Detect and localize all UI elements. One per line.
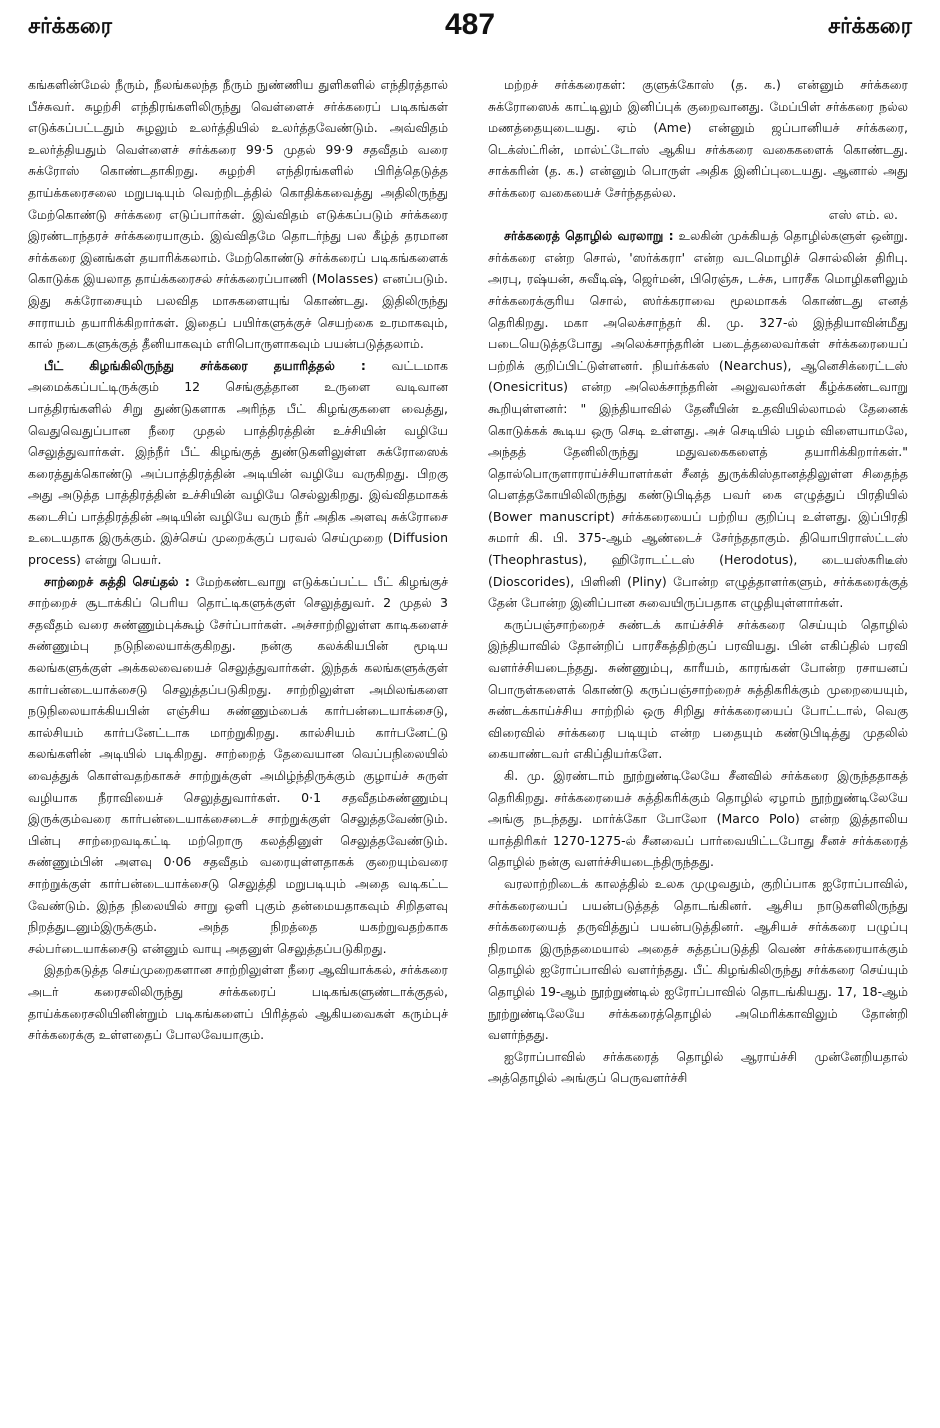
section-heading: சாற்றைச் சுத்தி செய்தல் : (44, 573, 190, 589)
author-signature: எஸ் எம். ல. (828, 206, 898, 222)
paragraph-text: வட்டமாக அமைக்கப்பட்டிருக்கும் 12 செங்குத்தான உருளை வடிவான பாத்திரங்களில் சிறு துண்டுகளாக அரிந்த பீட் கிழங்குகளை வைத்து, வெதுவெதுப்பான நீரை முதல் பாத்திரத்தின் உச்சியின் வழியே செலுத்துவார்கள். இந்நீர் பீட் கிழங்குத் துண்டுகளிலுள்ள சுக்ரோஸைக் கரைத்துக்கொண்டு அப்பாத்திரத்தின் அடியின் வழியே வருகிறது. பிறகு அது அடுத்த பாத்திரத்தின் உச்சியின் வழியே செல்லுகிறது. இவ்விதமாகக் கடைசிப் பாத்திரத்தின் அடியின் வழியே வரும் நீர் அதிக அளவு சுக்ரோசை உடையதாக இருக்கும். இச்செய் முறைக்குப் பரவல் செய்முறை (Diffusion process) என்று பெயர். (28, 357, 448, 568)
page-header (0, 0, 940, 70)
right-column (488, 74, 908, 1404)
paragraph: மற்றச் சர்க்கரைகள்: குளுக்கோஸ் (த. க.) என்னும் சர்க்கரை சுக்ரோஸைக் காட்டிலும் இனிப்புக் குறைவானது. மேப்பிள் சர்க்கரை நல்ல மணத்தையுடையது. ஏம் (Ame) என்னும் ஜப்பானியச் சர்க்கரை, டெக்ஸ்ட்ரின், மால்ட்டோஸ் ஆகிய சர்க்கரை வகைகளைக் கொண்டது. சாக்கரின் (த. க.) என்னும் பொருள் அதிக இனிப்புடையது. ஆனால் அது சர்க்கரை வகையைச் சேர்ந்ததல்ல. (488, 77, 908, 200)
paragraph-text: உலகின் முக்கியத் தொழில்களுள் ஒன்று. சர்க்கரை என்ற சொல், 'ஸர்க்கரா' என்ற வடமொழிச் சொல்லின் திரிபு. அரபு, ரஷ்யன், சுவீடிஷ், ஜெர்மன், பிரெஞ்சு, டச்சு, பாரசீக மொழிகளிலும் சர்க்கரைக்குரிய சொல், ஸர்க்கராவை மூலமாகக் கொண்டது எனத் தெரிகிறது. மகா அலெக்சாந்தர் கி. மு. 327-ல் இந்தியாவின்மீது படையெடுத்தபோது அலெக்சாந்தரின் படைத்தலைவர்கள் சர்க்கரையைப் பற்றிக் குறிப்பிட்டுள்ளனர். நியர்க்கஸ் (Nearchus), ஆனெசிக்ரைட்டஸ் (Onesicritus) என்ற அலெக்சாந்தரின் அலுவலர்கள் கீழ்க்கண்டவாறு கூறியுள்ளனர்: " இந்தியாவில் தேனீயின் உதவியில்லாமல் தேனைக் கொடுக்கக் கூடிய ஒரு செடி உள்ளது. அச் செடியில் பழம் விளையாமலே, அந்தத் தேனிலிருந்து மதுவகைகளைத் தயாரிக்கிறார்கள்." தொல்பொருளாராய்ச்சியாளர்கள் சீனத் துருக்கிஸ்தானத்திலுள்ள சிதைந்த பௌத்தகோயிலிலிருந்து கண்டுபிடித்த பவர் கை எழுத்துப் பிரதியில் (Bower manuscript) சர்க்கரையைப் பற்றிய குறிப்பு உள்ளது. இப்பிரதி சுமார் கி. பி. 375-ஆம் ஆண்டைச் சேர்ந்ததாகும். தியொபிராஸ்ட்டஸ் (Theophrastus), ஹிரோடட்டஸ் (Herodotus), டையஸ்கரிடீஸ் (Dioscorides), பிளினி (Pliny) போன்ற எழுத்தாளர்களும், சர்க்கரைக்குத் தேன் போன்ற இனிப்பான சுவையிருப்பதாக எழுதியுள்ளார்கள். (488, 228, 908, 611)
paragraph (28, 355, 448, 571)
paragraph: கங்களின்மேல் நீரும், நீலங்கலந்த நீரும் நுண்ணிய துளிகளில் எந்திரத்தால் பீச்சுவர். சுழற்சி எந்திரங்களிலிருந்து வெள்ளைச் சர்க்கரைப் படிகங்கள் எடுக்கப்பட்டதும் சுழலும் உலர்த்தியில் உலர்த்தவேண்டும். அவ்விதம் உலர்த்தியதும் வெள்ளைச் சர்க்கரை 99·5 முதல் 99·9 சதவீதம் வரை சுக்ரோஸ் கொண்டதாகிறது. சுழற்சி எந்திரங்களில் பிரித்தெடுத்த தாய்க்கரைசலை மறுபடியும் வெற்றிடத்தில் கொதிக்கவைத்து அதிலிருந்து மேற்கொண்டு சர்க்கரை எடுப்பார்கள். இவ்விதம் எடுக்கப்படும் சர்க்கரை இரண்டாந்தரச் சர்க்கரையாகும். இவ்விதமே தொடர்ந்து பல கீழ்த் தரமான சர்க்கரை இனங்கள் தயாரிக்கலாம். மேற்கொண்டு சர்க்கரைப் படிகங்களைக் கொடுக்க இயலாத தாய்க்கரைசல் சர்க்கரைப்பாணி (Molasses) எனப்படும். இது சுக்ரோசையும் பலவித மாசுகளையுங் கொண்டது. இதிலிருந்து சாராயம் தயாரிக்கிறார்கள். இதைப் பயிர்களுக்குச் செயற்கை உரமாகவும், கால் நடைகளுக்குத் தீனியாகவும் எரிபொருளாகவும் பயன்படுத்தலாம். (28, 77, 448, 352)
running-title-right: சர்க்கரை (827, 14, 912, 39)
paragraph-text: மேற்கண்டவாறு எடுக்கப்பட்ட பீட் கிழங்குச் சாற்றைச் சூடாக்கிப் பெரிய தொட்டிகளுக்குள் செலுத்துவர். 2 முதல் 3 சதவீதம் வரை சுண்ணும்புக்கூழ் சேர்ப்பார்கள். அச்சாற்றிலுள்ள காடிகளைச் சுண்ணும்பு நடுநிலையாக்குகிறது. நன்கு கலக்கியபின் மூடிய கலங்களுக்குள் அக்கலவையைச் செலுத்துவார்கள். இந்தக் கலங்களுக்குள் கார்பன்டையாக்சைடு செலுத்தப்படுகிறது. சாற்றிலுள்ள அமிலங்களை நடுநிலையாக்கியபின் எஞ்சிய சுண்ணும்பைக் கார்பன்டையாக்சைடு, கால்சியம் கார்பனேட்டாக மாற்றுகிறது. கால்சியம் கார்பனேட்டு கலங்களின் அடியில் படிகிறது. சாற்றைத் தேவையான வெப்பநிலையில் வைத்துக் கொள்வதற்காகச் சாற்றுக்குள் அமிழ்ந்திருக்கும் குழாய்ச் சுருள் வழியாக நீராவியைச் செலுத்துவார்கள். 0·1 சதவீதம்சுண்ணும்பு இருக்கும்வரை கார்பன்டையாக்சைடைச் சாற்றுக்குள் செலுத்தவேண்டும். பின்பு சாற்றைவடிகட்டி மற்றொரு கலத்தினுள் செலுத்தவேண்டும். சுண்ணும்பின் அளவு 0·06 சதவீதம் வரையுள்ளதாகக் குறையும்வரை சாற்றுக்குள் கார்பன்டையாக்சைடு செலுத்தி மறுபடியும் அதை வடிகட்ட வேண்டும். இந்த நிலையில் சாறு ஒளி புகும் தன்மையதாகவும் சிறிதளவு நிறத்துடனும்இருக்கும். அந்த நிறத்தை யகற்றுவதற்காக சல்பர்டையாக்சைடு என்னும் வாயு அதனுள் செலுத்தப்படுகிறது. (28, 573, 448, 956)
paragraph: ஐரோப்பாவில் சர்க்கரைத் தொழில் ஆராய்ச்சி முன்னேறியதால் அத்தொழில் அங்குப் பெருவளர்ச்சி (488, 1048, 908, 1086)
page-number: 487 (444, 8, 496, 41)
paragraph: கி. மு. இரண்டாம் நூற்றுண்டிலேயே சீனவில் சர்க்கரை இருந்ததாகத் தெரிகிறது. சர்க்கரையைச் சுத்திகரிக்கும் தொழில் ஏழாம் நூற்றுண்டிலேயே அங்கு நடந்தது. மார்க்கோ போலோ (Marco Polo) என்ற இத்தாலிய யாத்திரிகர் 1270-1275-ல் சீனவைப் பார்வையிட்டபோது சீனச் சர்க்கரைத் தொழில் நன்கு வளர்ச்சியடைந்திருந்தது. (488, 768, 908, 870)
paragraph: கருப்பஞ்சாற்றைச் சுண்டக் காய்ச்சிச் சர்க்கரை செய்யும் தொழில் இந்தியாவில் தோன்றிப் பாரசீகத்திற்குப் பரவியது. பின் எகிப்தில் பரவி வளர்ச்சியடைந்தது. சுண்ணும்பு, காரீயம், காரங்கள் போன்ற ரசாயனப் பொருள்களைக் கொண்டு கருப்பஞ்சாற்றைச் சுத்திகரிக்கும் முறையையும், சுண்டக்காய்ச்சிய சாற்றில் ஒரு சிறிது சர்க்கரையைப் போட்டால், வெகு விரைவில் சர்க்கரை படியும் என்ற பதையும் கண்டுபிடித்து முதலில் கையாண்டவர் எகிப்தியர்களே. (488, 616, 908, 762)
paragraph: வரலாற்றிடைக் காலத்தில் உலக முழுவதும், குறிப்பாக ஐரோப்பாவில், சர்க்கரையைப் பயன்படுத்தத் தொடங்கினர். ஆசிய நாடுகளிலிருந்து சர்க்கரையைத் தருவித்துப் பயன்படுத்தினர். ஆசியச் சர்க்கரை பழுப்பு நிறமாக இருந்தமையால் அதைச் சுத்தப்படுத்தி வெண் சர்க்கரையாக்கும் தொழில் ஐரோப்பாவில் வளர்ந்தது. பீட் கிழங்கிலிருந்து சர்க்கரை செய்யும் தொழில் 19-ஆம் நூற்றுண்டில் ஐரோப்பாவில் தொடங்கியது. 17, 18-ஆம் நூற்றுண்டிலேயே சர்க்கரைத்தொழில் அமெரிக்காவிலும் தோன்றி வளர்ந்தது. (488, 875, 908, 1043)
section-heading: பீட் கிழங்கிலிருந்து சர்க்கரை தயாரித்தல் : (44, 357, 366, 373)
running-title-left: சர்க்கரை (28, 14, 113, 39)
paragraph (488, 225, 908, 614)
paragraph: இதற்கடுத்த செய்முறைகளான சாற்றிலுள்ள நீரை ஆவியாக்கல், சர்க்கரை அடர் கரைசலிலிருந்து சர்க்கரைப் படிகங்களுண்டாக்குதல், தாய்க்கரைசலியினின்றும் படிகங்களைப் பிரித்தல் ஆகியவைகள் கரும்புச் சர்க்கரைக்கு உள்ளதைப் போலவேயாகும். (28, 962, 448, 1043)
section-heading: சர்க்கரைத் தொழில் வரலாறு : (504, 228, 674, 244)
paragraph (28, 571, 448, 960)
left-column (28, 74, 448, 1404)
